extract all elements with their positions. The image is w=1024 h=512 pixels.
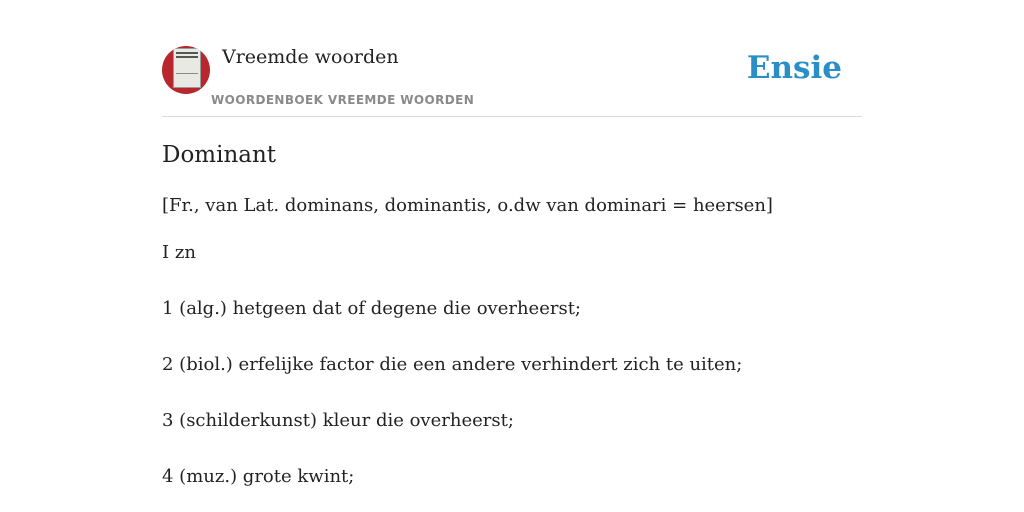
definition-sense: 4 (muz.) grote kwint;: [162, 466, 355, 487]
dictionary-subtitle[interactable]: WOORDENBOEK VREEMDE WOORDEN: [211, 93, 475, 107]
ensie-logo-link[interactable]: Ensie: [746, 50, 842, 86]
book-cover-icon[interactable]: [162, 46, 210, 94]
entry-part-of-speech: I zn: [162, 242, 196, 263]
definition-sense: 1 (alg.) hetgeen dat of degene die overheerst;: [162, 298, 581, 319]
definition-sense: 2 (biol.) erfelijke factor die een andere verhindert zich te uiten;: [162, 354, 743, 375]
entry-content: [162, 140, 862, 487]
entry-term: Dominant: [162, 142, 277, 168]
book-cover: [173, 48, 201, 88]
dictionary-title[interactable]: Vreemde woorden: [222, 46, 399, 68]
site-header: [162, 40, 862, 117]
entry-etymology: [Fr., van Lat. dominans, dominantis, o.dw van dominari = heersen]: [162, 195, 773, 216]
definition-sense: 3 (schilderkunst) kleur die overheerst;: [162, 410, 514, 431]
